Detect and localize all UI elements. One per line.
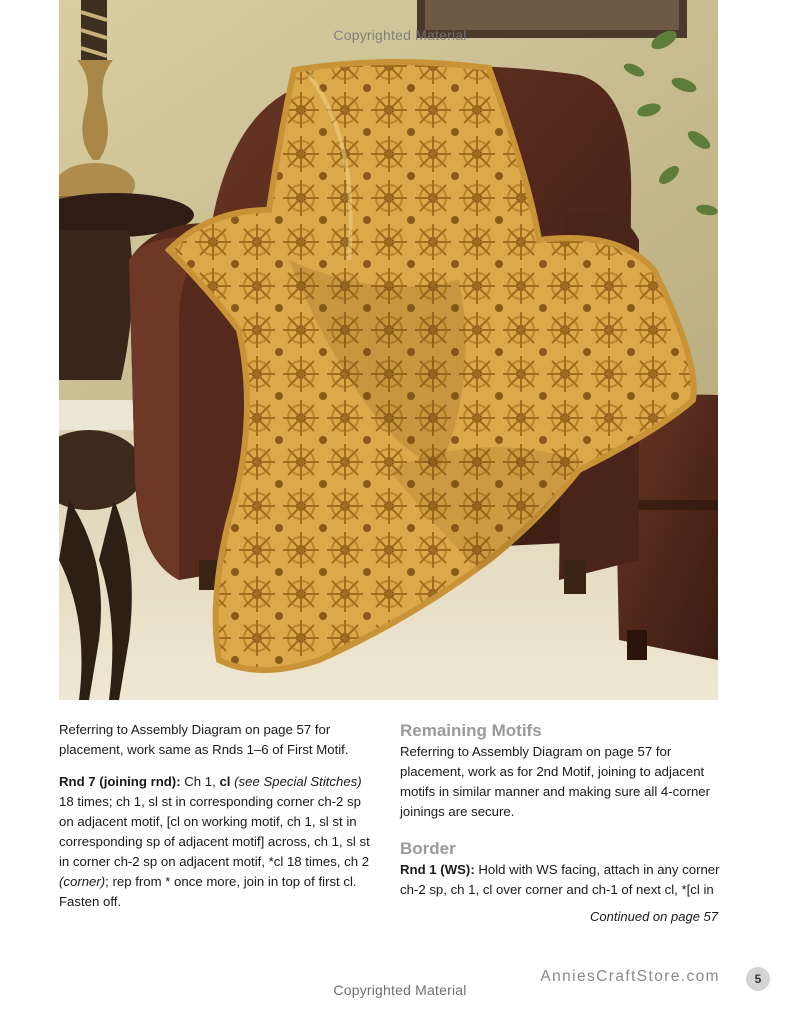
rnd1-label: Rnd 1 (WS):	[400, 862, 475, 877]
rnd7-paragraph	[59, 772, 377, 912]
rnd7-text-3: 18 times; ch 1, sl st in corresponding corner ch-2 sp on adjacent motif, [cl on working motif, ch 1, sl st in corresponding sp of adjacent motif] across, ch 1, sl st in corner ch-2 sp on adjacent motif, *cl 18 times, ch 2	[59, 794, 370, 869]
border-heading: Border	[400, 839, 456, 858]
cl-term: cl	[219, 774, 231, 789]
remaining-motifs-heading: Remaining Motifs	[400, 721, 542, 740]
rnd7-label: Rnd 7 (joining rnd):	[59, 774, 181, 789]
remaining-motifs-paragraph: Referring to Assembly Diagram on page 57 for placement, work as for 2nd Motif, joining to adjacent motifs in similar manner and making sure all 4-corner joinings are secure.	[400, 744, 711, 819]
corner-note: (corner)	[59, 874, 106, 889]
border-rnd1-paragraph	[400, 860, 720, 900]
website-footer: AnniesCraftStore.com	[540, 968, 720, 985]
continued-note: Continued on page 57	[590, 909, 718, 924]
afghan-photo	[59, 0, 718, 700]
rnd7-text-4: ; rep from * once more, join in top of first cl. Fasten off.	[59, 874, 357, 909]
instructions-left-column	[59, 720, 377, 912]
instructions-right-column	[400, 720, 720, 900]
copyright-watermark-top: Copyrighted Material	[333, 27, 467, 43]
placement-paragraph: Referring to Assembly Diagram on page 57 for placement, work same as Rnds 1–6 of First Motif.	[59, 722, 349, 757]
rnd1-text: Hold with WS facing, attach in any corner ch-2 sp, ch 1, cl over corner and ch-1 of next cl, *[cl in	[400, 862, 720, 897]
copyright-watermark-bottom: Copyrighted Material	[333, 982, 467, 998]
rnd7-text-1: Ch 1,	[180, 774, 220, 789]
special-stitches-ref: (see Special Stitches)	[234, 774, 362, 789]
page-number-badge: 5	[746, 967, 770, 991]
